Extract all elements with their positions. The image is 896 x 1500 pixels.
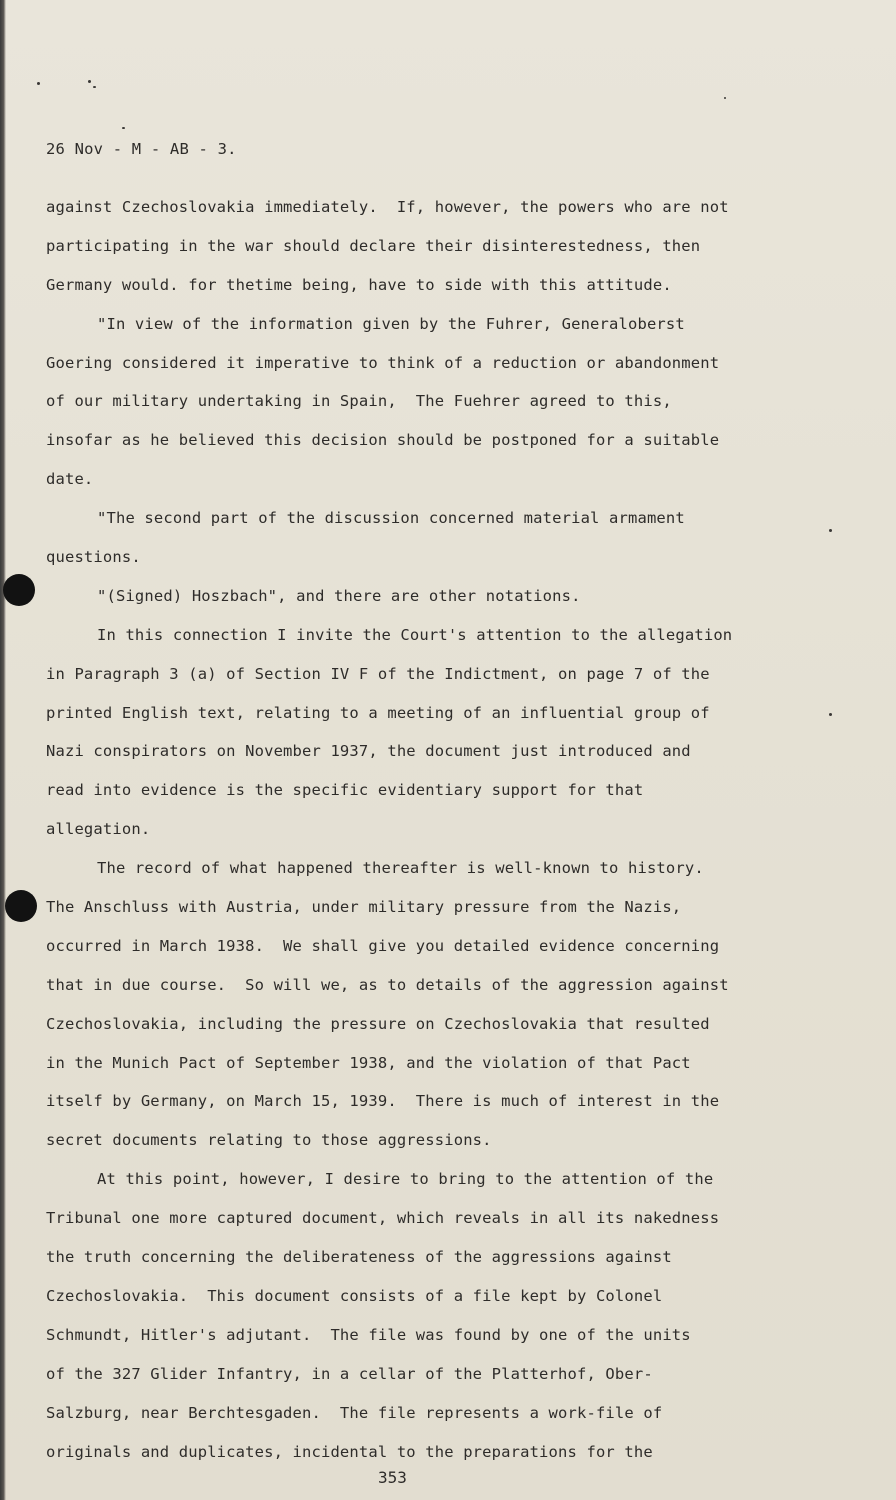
text-line: At this point, however, I desire to bring to the attention of the [97, 1170, 714, 1189]
text-line: Tribunal one more captured document, which reveals in all its nakedness [46, 1209, 720, 1228]
page-number: 353 [378, 1468, 407, 1487]
text-line: that in due course. So will we, as to details of the aggression against [46, 975, 729, 994]
text-line: participating in the war should declare their disinterestedness, then [46, 236, 701, 255]
text-line: The record of what happened thereafter is well-known to history. [97, 859, 704, 878]
text-line: questions. [46, 548, 141, 567]
text-line: Nazi conspirators on November 1937, the document just introduced and [46, 742, 691, 761]
punch-hole-lower [5, 890, 37, 922]
text-line: In this connection I invite the Court's attention to the allegation [97, 625, 733, 644]
page-header: 26 Nov - M - AB - 3. [46, 140, 237, 158]
speck-mark [724, 97, 726, 99]
text-line: "The second part of the discussion concerned material armament [97, 509, 685, 528]
text-line: the truth concerning the deliberateness of the aggressions against [46, 1248, 672, 1267]
speck-mark [122, 127, 125, 129]
text-line: "(Signed) Hoszbach", and there are other notations. [97, 586, 581, 605]
text-line: Czechoslovakia, including the pressure on Czechoslovakia that resulted [46, 1014, 710, 1033]
text-line: in Paragraph 3 (a) of Section IV F of the Indictment, on page 7 of the [46, 664, 710, 683]
speck-mark [37, 82, 40, 85]
document-body [46, 192, 766, 1475]
text-line: date. [46, 470, 94, 489]
text-line: The Anschluss with Austria, under military pressure from the Nazis, [46, 898, 682, 917]
text-line: secret documents relating to those aggressions. [46, 1131, 492, 1150]
punch-hole-upper [3, 574, 35, 606]
text-line: allegation. [46, 820, 151, 839]
speck-mark [829, 713, 832, 716]
text-line: read into evidence is the specific evidentiary support for that [46, 781, 644, 800]
speck-mark [88, 80, 91, 83]
text-line: Goering considered it imperative to think of a reduction or abandonment [46, 353, 720, 372]
text-line: Schmundt, Hitler's adjutant. The file was found by one of the units [46, 1325, 691, 1344]
text-line: of our military undertaking in Spain, The Fuehrer agreed to this, [46, 392, 672, 411]
speck-mark [93, 86, 96, 88]
text-line: against Czechoslovakia immediately. If, however, the powers who are not [46, 198, 729, 216]
text-line: Czechoslovakia. This document consists of a file kept by Colonel [46, 1286, 663, 1305]
speck-mark [829, 529, 832, 532]
text-line: occurred in March 1938. We shall give you detailed evidence concerning [46, 936, 720, 955]
text-line: in the Munich Pact of September 1938, and the violation of that Pact [46, 1053, 691, 1072]
text-line: printed English text, relating to a meeting of an influential group of [46, 703, 710, 722]
text-line: of the 327 Glider Infantry, in a cellar of the Platterhof, Ober- [46, 1364, 653, 1383]
text-line: Salzburg, near Berchtesgaden. The file represents a work-file of [46, 1403, 663, 1422]
text-line: "In view of the information given by the Fuhrer, Generaloberst [97, 314, 685, 333]
text-line: Germany would. for thetime being, have to side with this attitude. [46, 275, 672, 294]
text-line: insofar as he believed this decision should be postponed for a suitable [46, 431, 720, 450]
text-line: itself by Germany, on March 15, 1939. There is much of interest in the [46, 1092, 720, 1111]
page-left-edge [0, 0, 6, 1500]
text-line: originals and duplicates, incidental to the preparations for the [46, 1442, 653, 1461]
